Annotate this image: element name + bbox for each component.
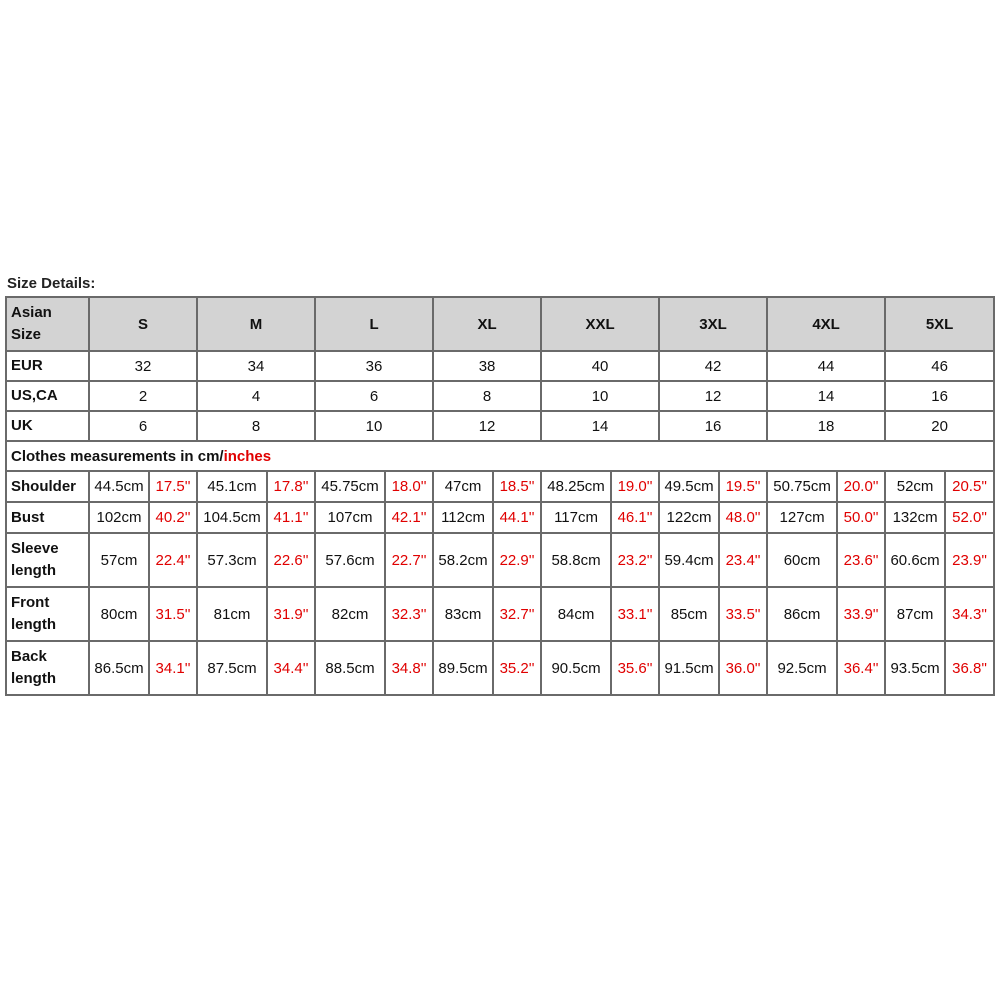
size-header: XXL [541,297,659,351]
row-label: Sleeve length [6,533,89,587]
cm-cell: 89.5cm [433,641,493,695]
inch-cell: 36.4'' [837,641,885,695]
inch-cell: 44.1'' [493,502,541,533]
inch-cell: 41.1'' [267,502,315,533]
inch-cell: 32.7'' [493,587,541,641]
cm-cell: 47cm [433,471,493,502]
inch-cell: 50.0'' [837,502,885,533]
cm-cell: 87.5cm [197,641,267,695]
cm-cell: 81cm [197,587,267,641]
conversion-cell: 6 [89,411,197,441]
size-header: 5XL [885,297,994,351]
inch-cell: 22.4'' [149,533,197,587]
inch-cell: 23.9'' [945,533,994,587]
cm-cell: 92.5cm [767,641,837,695]
cm-cell: 57cm [89,533,149,587]
conversion-cell: 6 [315,381,433,411]
cm-cell: 86cm [767,587,837,641]
cm-cell: 45.75cm [315,471,385,502]
inch-cell: 33.9'' [837,587,885,641]
conversion-cell: 16 [659,411,767,441]
cm-cell: 52cm [885,471,945,502]
conversion-cell: 12 [659,381,767,411]
inch-cell: 42.1'' [385,502,433,533]
row-label: US,CA [6,381,89,411]
conversion-cell: 2 [89,381,197,411]
conversion-cell: 42 [659,351,767,381]
conversion-cell: 34 [197,351,315,381]
conversion-cell: 18 [767,411,885,441]
cm-cell: 122cm [659,502,719,533]
cm-cell: 107cm [315,502,385,533]
size-header: S [89,297,197,351]
conversion-cell: 44 [767,351,885,381]
row-label: EUR [6,351,89,381]
inch-cell: 34.4'' [267,641,315,695]
size-header: L [315,297,433,351]
cm-cell: 57.6cm [315,533,385,587]
cm-cell: 59.4cm [659,533,719,587]
inch-cell: 35.2'' [493,641,541,695]
inch-cell: 52.0'' [945,502,994,533]
cm-cell: 86.5cm [89,641,149,695]
conversion-row [6,381,994,411]
inch-cell: 20.5'' [945,471,994,502]
cm-cell: 132cm [885,502,945,533]
conversion-cell: 32 [89,351,197,381]
cm-cell: 87cm [885,587,945,641]
cm-cell: 60cm [767,533,837,587]
inch-cell: 22.9'' [493,533,541,587]
inch-cell: 23.2'' [611,533,659,587]
cm-cell: 45.1cm [197,471,267,502]
inch-cell: 22.6'' [267,533,315,587]
conversion-cell: 10 [541,381,659,411]
cm-cell: 58.8cm [541,533,611,587]
cm-cell: 48.25cm [541,471,611,502]
cm-cell: 83cm [433,587,493,641]
inch-cell: 17.5'' [149,471,197,502]
conversion-cell: 16 [885,381,994,411]
row-label: Front length [6,587,89,641]
conversion-cell: 10 [315,411,433,441]
conversion-cell: 12 [433,411,541,441]
inch-cell: 34.1'' [149,641,197,695]
measurements-subtitle [6,441,994,471]
inch-cell: 23.6'' [837,533,885,587]
inch-cell: 33.5'' [719,587,767,641]
cm-cell: 58.2cm [433,533,493,587]
conversion-cell: 38 [433,351,541,381]
measurement-row [6,502,994,533]
measurement-row [6,471,994,502]
cm-cell: 112cm [433,502,493,533]
subtitle-row [6,441,994,471]
inch-cell: 48.0'' [719,502,767,533]
inch-cell: 33.1'' [611,587,659,641]
measurement-row [6,641,994,695]
size-header: 3XL [659,297,767,351]
cm-cell: 49.5cm [659,471,719,502]
cm-cell: 60.6cm [885,533,945,587]
inch-cell: 17.8'' [267,471,315,502]
inch-cell: 40.2'' [149,502,197,533]
cm-cell: 82cm [315,587,385,641]
cm-cell: 127cm [767,502,837,533]
inch-cell: 32.3'' [385,587,433,641]
cm-cell: 80cm [89,587,149,641]
cm-cell: 93.5cm [885,641,945,695]
inch-cell: 34.3'' [945,587,994,641]
subtitle-prefix: Clothes measurements in cm/ [11,447,224,465]
row-label: Bust [6,502,89,533]
inch-cell: 31.9'' [267,587,315,641]
inch-cell: 18.0'' [385,471,433,502]
conversion-cell: 14 [541,411,659,441]
conversion-cell: 20 [885,411,994,441]
inch-cell: 22.7'' [385,533,433,587]
inch-cell: 23.4'' [719,533,767,587]
inch-cell: 36.0'' [719,641,767,695]
cm-cell: 102cm [89,502,149,533]
inch-cell: 19.0'' [611,471,659,502]
header-row [6,297,994,351]
cm-cell: 57.3cm [197,533,267,587]
cm-cell: 85cm [659,587,719,641]
conversion-row [6,351,994,381]
header-label: Asian Size [6,297,89,351]
inch-cell: 36.8'' [945,641,994,695]
page-title: Size Details: [7,275,96,292]
cm-cell: 50.75cm [767,471,837,502]
cm-cell: 90.5cm [541,641,611,695]
inch-cell: 19.5'' [719,471,767,502]
inch-cell: 20.0'' [837,471,885,502]
cm-cell: 117cm [541,502,611,533]
inch-cell: 34.8'' [385,641,433,695]
cm-cell: 44.5cm [89,471,149,502]
row-label: UK [6,411,89,441]
conversion-cell: 36 [315,351,433,381]
row-label: Back length [6,641,89,695]
inch-cell: 18.5'' [493,471,541,502]
inch-cell: 31.5'' [149,587,197,641]
measurement-row [6,533,994,587]
row-label: Shoulder [6,471,89,502]
conversion-cell: 8 [433,381,541,411]
conversion-cell: 46 [885,351,994,381]
size-header: XL [433,297,541,351]
conversion-cell: 14 [767,381,885,411]
size-table [5,296,995,696]
cm-cell: 91.5cm [659,641,719,695]
conversion-cell: 8 [197,411,315,441]
measurement-row [6,587,994,641]
size-header: 4XL [767,297,885,351]
inch-cell: 35.6'' [611,641,659,695]
subtitle-highlight: inches [223,447,272,465]
size-header: M [197,297,315,351]
conversion-row [6,411,994,441]
conversion-cell: 40 [541,351,659,381]
conversion-cell: 4 [197,381,315,411]
inch-cell: 46.1'' [611,502,659,533]
cm-cell: 104.5cm [197,502,267,533]
cm-cell: 88.5cm [315,641,385,695]
cm-cell: 84cm [541,587,611,641]
